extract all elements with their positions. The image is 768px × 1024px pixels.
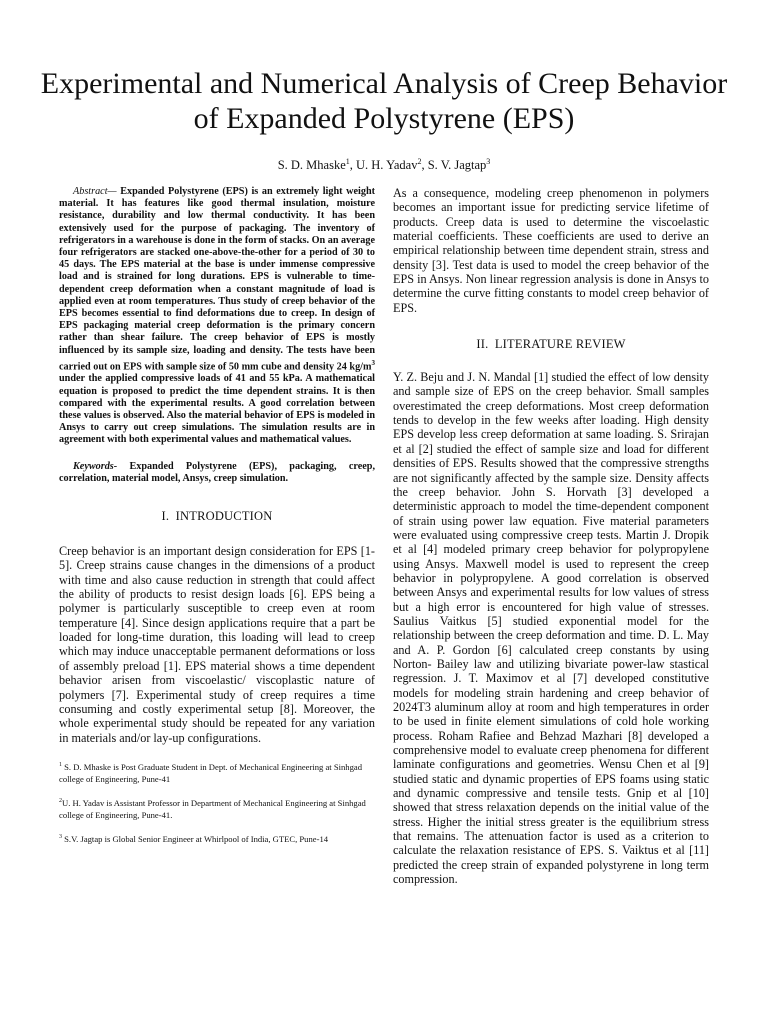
abstract-text-continued: under the applied compressive loads of 41 and 55 kPa. A mathematical equation is proposed to predict the time dependent strains. It is then compared with the experimental results. A good correlation between these values is observed. Also the material behavior of EPS is modeled in Ansys to carry out creep simulations. The simulation results are in agreement with both experimental values and mathematical values.: [59, 373, 375, 446]
introduction-paragraph-continued: As a consequence, modeling creep phenomenon in polymers becomes an important issue for predicting service lifetime of products. Creep data is used to determine the viscoelastic material coefficients. These coefficients are used to derive an empirical relationship between time dependent strain, stress and density [3]. Test data is used to model the creep behavior of the EPS in Ansys. Non linear regression analysis is done in Ansys to determine the curve fitting constants to model creep behavior of EPS.: [393, 186, 709, 315]
abstract-unit-superscript: 3: [371, 358, 375, 367]
literature-review-paragraph: Y. Z. Beju and J. N. Mandal [1] studied the effect of low density and sample size of EPS on the creep behavior. Small samples overestimated the creep deformations. Most creep deformation tends to develop in the few weeks after loading. High density EPS develop less creep deformation at same loading. S. Srirajan et al [2] studied the effect of sample size and load for different densities of EPS. Results showed that the compressive strengths are not significantly affected by the sample size. Density affects the creep behavior. John S. Horvath [3] developed a deterministic approach to model the time-dependent component of strain using power law equation. Five material parameters were evaluated using compressive creep tests. Martin J. Dropik et al [4] modeled primary creep behavior for polypropylene using Ansys. Maxwell model is used to represent the creep behavior in polypropylene. A good correlation is observed between Ansys and experimental results for low values of stress but a high error is encountered for high value of stresses. Saulius Vaitkus [5] studied exponential model for the relationship between the creep deformation and time. D. L. May and A. P. Gordon [6] calculated creep constants by using Norton- Bailey law and utilizing bivariate power-law stastical regression. J. T. Maximov et al [7] developed constitutive models for modeling strain hardening and creep behavior of 2024T3 aluminum alloy at room and high temperatures in order to be used in finite element simulations of cold hole working process. Roham Rafiee and Behzad Mazhari [8] developed a comprehensive model to evaluate creep phenomena for different laminate configurations and geometries. Wensu Chen et al [9] studied static and dynamic properties of EPS foams using static and dynamic compressive and tensile tests. Gnip et al [10] showed that stress relaxation depends on the initial value of the stress. Higher the initial stress greater is the equilibrium stress that remains. The attenuation factor is used as a criterion to calculate the relaxation resistance of EPS. S. Vaiktus et al [11] predicted the creep strain of expanded polystyrene in long term compression.: [393, 370, 709, 887]
author-affiliation-mark: 1: [345, 157, 350, 166]
author-affiliation-mark: 3: [486, 157, 491, 166]
paper-title: Experimental and Numerical Analysis of Creep Behavior of Expanded Polystyrene (EPS): [40, 67, 728, 135]
footnote: [59, 795, 375, 821]
keywords-text: Expanded Polystyrene (EPS), packaging, creep, correlation, material model, Ansys, creep simulation.: [59, 460, 375, 484]
author-separator: ,: [421, 158, 428, 173]
footnote-mark: 3: [59, 833, 62, 840]
footnote-text: U. H. Yadav is Assistant Professor in Department of Mechanical Engineering at Sinhgad college of Engineering, Pune-41.: [59, 797, 366, 820]
abstract-label: Abstract—: [73, 186, 117, 197]
author-name: S. V. Jagtap: [427, 158, 487, 173]
footnote: [59, 759, 375, 785]
footnote-mark: 2: [59, 797, 62, 804]
author-name: S. D. Mhaske: [277, 158, 346, 173]
left-column: [59, 186, 375, 844]
abstract-text: Expanded Polystyrene (EPS) is an extremely light weight material. It has features like good thermal insulation, moisture resistance, durability and low thermal conductivity. It has been extensively used for the purpose of packaging. The inventory of refrigerators in a warehouse is done in the form of stacks. On an average four refrigerators are stacked one-above-the-other for a period of 30 to 45 days. The EPS material at the base is under immense compressive load and is strained for long durations. EPS is vulnerable to time-dependent creep deformation when a constant magnitude of load is applied even at room temperatures. Thus study of creep behavior of the EPS becomes essential to find deformations due to creep. In design of EPS packaging material creep deformation is the primary concern rather than shear failure. The creep behavior of EPS is mostly influenced by its sample size, loading and density. The tests have been carried out on EPS with sample size of 50 mm cube and density 24 kg/m: [59, 186, 375, 373]
footnote-text: S.V. Jagtap is Global Senior Engineer at Whirlpool of India, GTEC, Pune-14: [62, 833, 329, 844]
author-affiliation-mark: 2: [417, 157, 422, 166]
footnote-mark: 1: [59, 761, 62, 768]
introduction-paragraph: Creep behavior is an important design consideration for EPS [1-5]. Creep strains cause changes in the dimensions of a product with time and also cause reduction in strength that could affect the ability of products to resist design loads [6]. EPS being a polymer is particularly susceptible to creep even at room temperature [4]. Since design applications require that a part be loaded for long-time duration, this loading will lead to creep which may induce unacceptable permanent deformations or loss of assembly preload [1]. EPS material shows a time dependent behavior arisen from viscoelastic/ viscoplastic nature of polymers [7]. Experimental study of creep requires a time consuming and costly experimental setup [8]. Moreover, the whole experimental study should be repeated for any variation in materials and/or lay-up configurations.: [59, 544, 375, 745]
keywords: [59, 461, 375, 485]
footnote-text: S. D. Mhaske is Post Graduate Student in Dept. of Mechanical Engineering at Sinhgad college of Engineering, Pune-41: [59, 761, 363, 784]
author-name: U. H. Yadav: [356, 158, 418, 173]
section-heading-literature-review: II. LITERATURE REVIEW: [476, 337, 626, 352]
author-separator: ,: [349, 158, 356, 173]
keywords-label: Keywords-: [73, 460, 118, 472]
author-line: [40, 154, 728, 173]
abstract: [59, 186, 375, 447]
right-column: [393, 186, 709, 886]
footnote: [59, 831, 375, 845]
section-heading-introduction: I. INTRODUCTION: [161, 509, 273, 524]
